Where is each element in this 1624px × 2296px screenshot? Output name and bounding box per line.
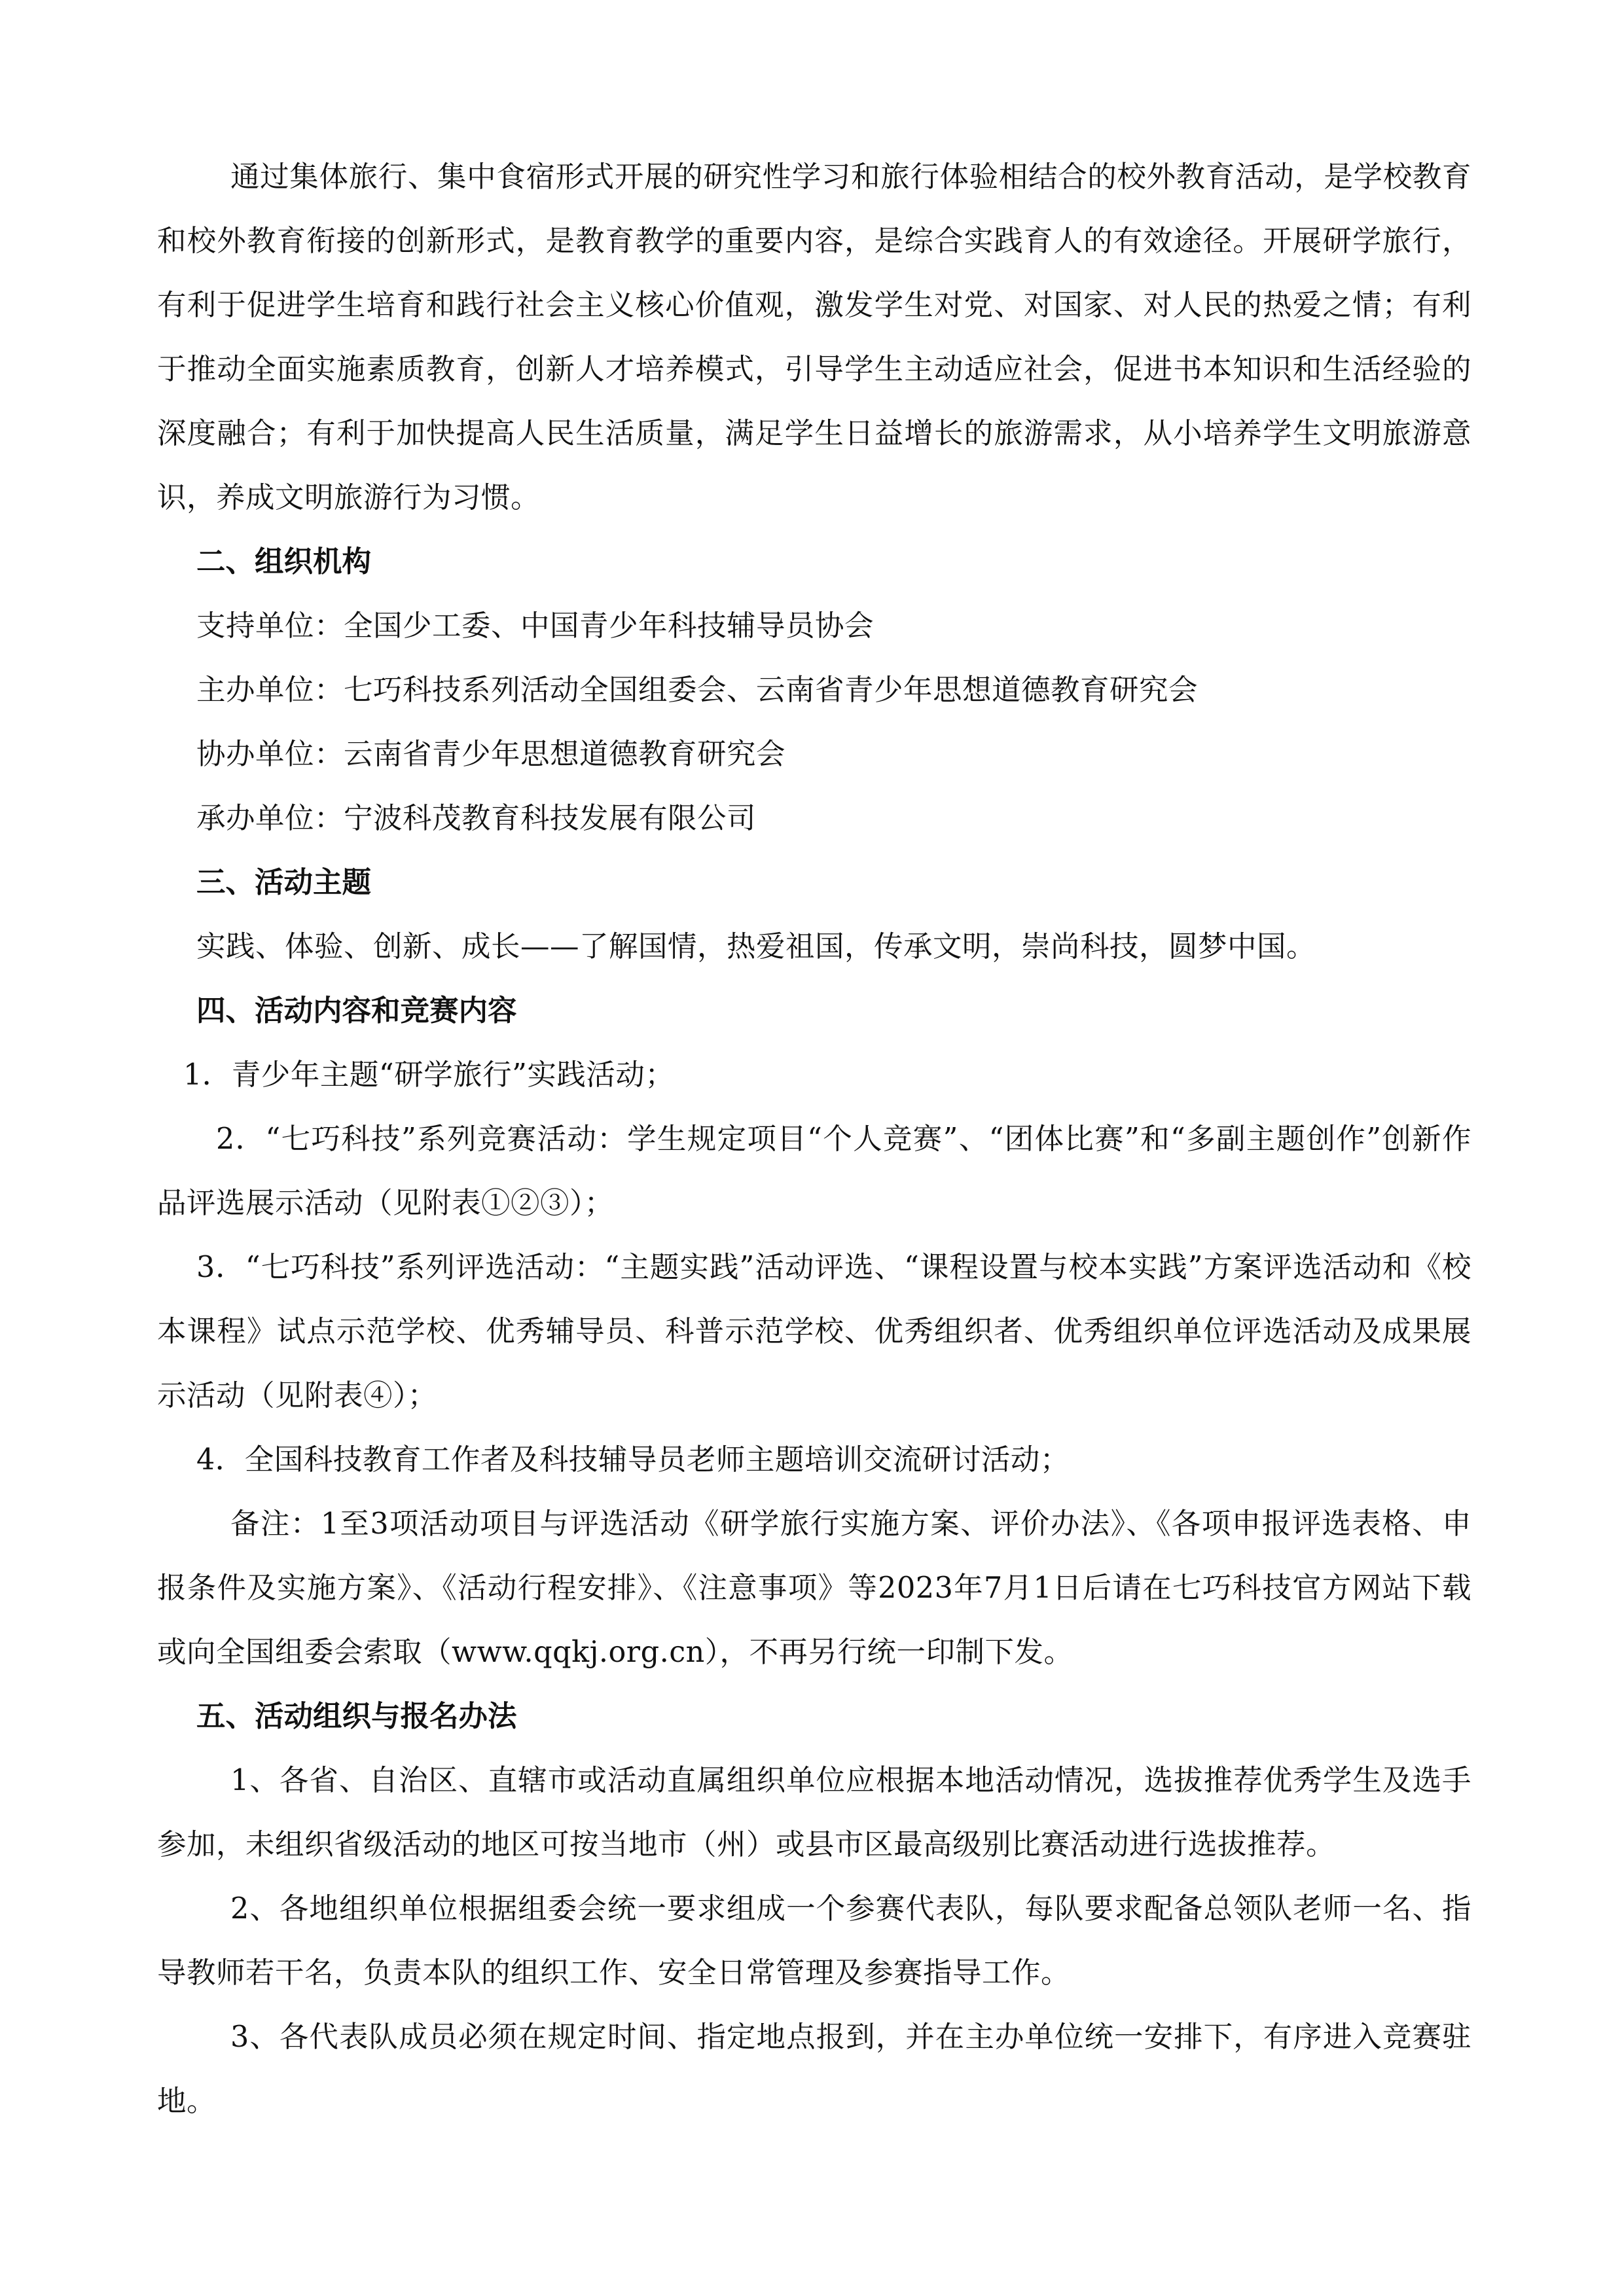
content-item-1: 1．青少年主题“研学旅行”实践活动； <box>183 1058 675 1092</box>
section-heading-registration: 五、活动组织与报名办法 <box>196 1700 517 1733</box>
content-item-4: 4．全国科技教育工作者及科技辅导员老师主题培训交流研讨活动； <box>196 1443 1070 1477</box>
section-heading-organization: 二、组织机构 <box>196 545 372 579</box>
content-note: 备注：1至3项活动项目与评选活动《研学旅行实施方案、评价办法》、《各项申报评选表格、申报条件及实施方案》、《活动行程安排》、《注意事项》等2023年7月1日后请在七巧科技官方网站下载或向全国组委会索取（www.qqkj.org.cn），不再另行统一印制下发。 <box>157 1507 1471 1669</box>
registration-item-2: 2、各地组织单位根据组委会统一要求组成一个参赛代表队，每队要求配备总领队老师一名、指导教师若干名，负责本队的组织工作、安全日常管理及参赛指导工作。 <box>157 1892 1471 1990</box>
undertaking-unit-line: 承办单位：宁波科茂教育科技发展有限公司 <box>196 802 757 835</box>
document-body <box>157 145 1471 2134</box>
registration-item-3: 3、各代表队成员必须在规定时间、指定地点报到，并在主办单位统一安排下，有序进入竞赛驻地。 <box>157 2020 1471 2118</box>
co-organizer-line: 协办单位：云南省青少年思想道德教育研究会 <box>196 738 786 771</box>
section-heading-content: 四、活动内容和竞赛内容 <box>196 994 517 1028</box>
supporting-unit-line: 支持单位：全国少工委、中国青少年科技辅导员协会 <box>196 609 875 643</box>
section-heading-theme: 三、活动主题 <box>196 866 372 899</box>
content-item-3: 3．“七巧科技”系列评选活动：“主题实践”活动评选、“课程设置与校本实践”方案评选活动和《校本课程》试点示范学校、优秀辅导员、科普示范学校、优秀组织者、优秀组织单位评选活动及成果展示活动（见附表④）； <box>157 1251 1471 1412</box>
content-item-2: 2．“七巧科技”系列竞赛活动：学生规定项目“个人竞赛”、“团体比赛”和“多副主题创作”创新作品评选展示活动（见附表①②③）； <box>157 1122 1471 1220</box>
host-unit-line: 主办单位：七巧科技系列活动全国组委会、云南省青少年思想道德教育研究会 <box>196 673 1199 707</box>
registration-item-1: 1、各省、自治区、直辖市或活动直属组织单位应根据本地活动情况，选拔推荐优秀学生及选手参加，未组织省级活动的地区可按当地市（州）或县市区最高级别比赛活动进行选拔推荐。 <box>157 1764 1471 1861</box>
theme-text: 实践、体验、创新、成长——了解国情，热爱祖国，传承文明，崇尚科技，圆梦中国。 <box>196 930 1316 963</box>
intro-paragraph: 通过集体旅行、集中食宿形式开展的研究性学习和旅行体验相结合的校外教育活动，是学校教育和校外教育衔接的创新形式，是教育教学的重要内容，是综合实践育人的有效途径。开展研学旅行，有利于促进学生培育和践行社会主义核心价值观，激发学生对党、对国家、对人民的热爱之情；有利于推动全面实施素质教育，创新人才培养模式，引导学生主动适应社会，促进书本知识和生活经验的深度融合；有利于加快提高人民生活质量，满足学生日益增长的旅游需求，从小培养学生文明旅游意识，养成文明旅游行为习惯。 <box>157 160 1471 514</box>
